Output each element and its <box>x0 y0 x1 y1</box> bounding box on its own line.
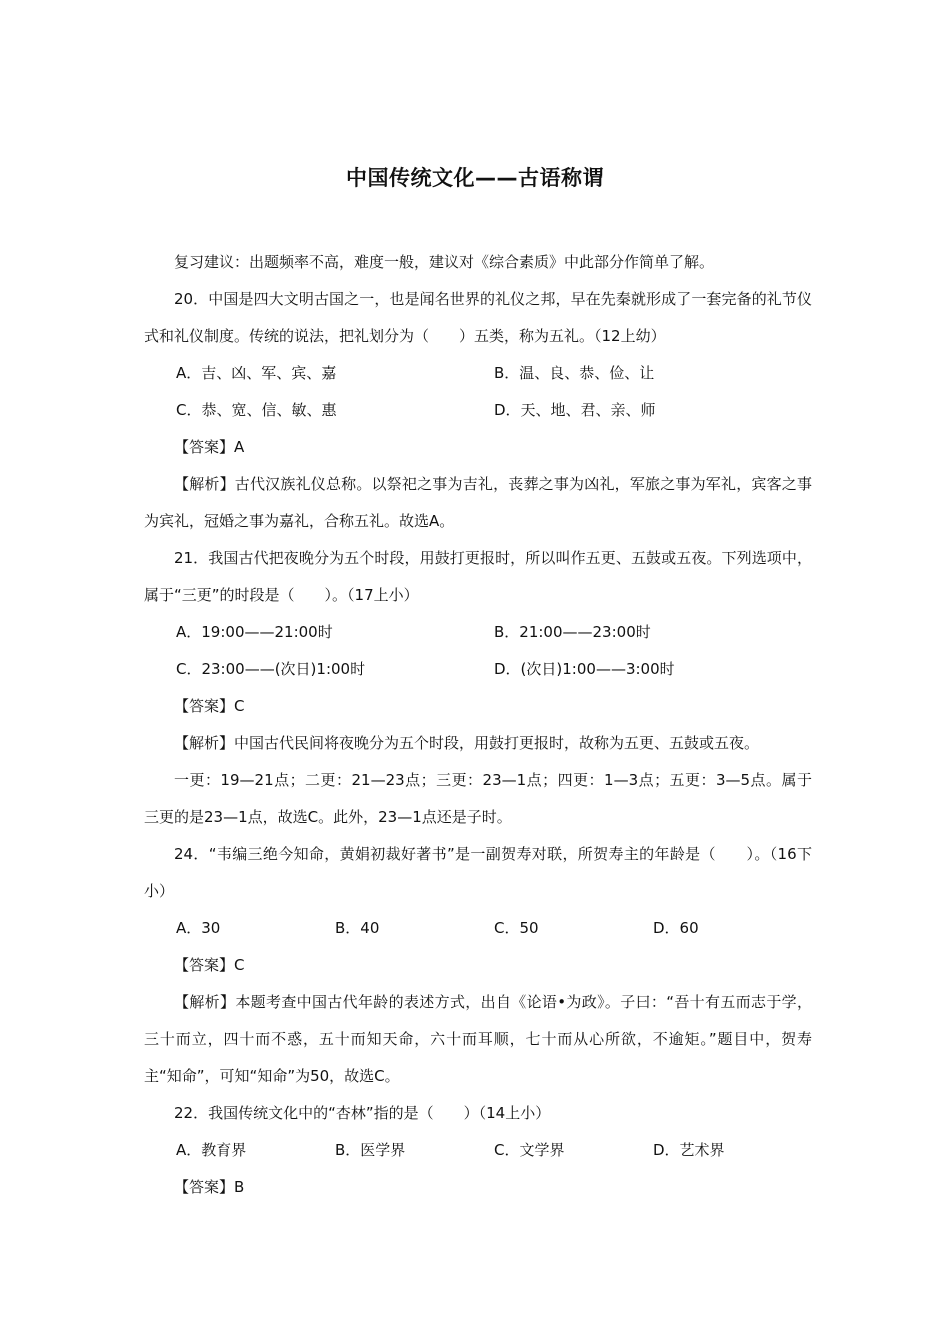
option-d: D．(次日)1:00——3:00时 <box>494 660 675 678</box>
option-b: B．医学界 <box>335 1141 406 1159</box>
review-advice: 复习建议：出题频率不高，难度一般，建议对《综合素质》中此部分作简单了解。 <box>174 253 715 271</box>
option-d: D．天、地、君、亲、师 <box>494 401 656 419</box>
option-row <box>144 651 812 688</box>
answer-value: C <box>234 697 245 715</box>
question-stem: 24．“韦编三绝今知命，黄娟初裁好著书”是一副贺寿对联，所贺寿主的年龄是（ ）。（16下小） <box>144 845 812 900</box>
analysis-paragraph <box>144 466 812 540</box>
answer-value: B <box>234 1178 245 1196</box>
analysis-paragraph <box>144 725 812 762</box>
option-b: B．21:00——23:00时 <box>494 623 651 641</box>
option-row <box>144 355 812 392</box>
analysis-text: 古代汉族礼仪总称。以祭祀之事为吉礼，丧葬之事为凶礼，军旅之事为军礼，宾客之事为宾礼，冠婚之事为嘉礼，合称五礼。故选A。 <box>144 475 812 530</box>
option-c: C．23:00——(次日)1:00时 <box>176 660 366 678</box>
answer-line <box>144 688 812 725</box>
analysis-text: 本题考查中国古代年龄的表述方式，出自《论语•为政》。子曰：“吾十有五而志于学，三十而立，四十而不惑，五十而知天命，六十而耳顺，七十而从心所欲，不逾矩。”题目中，贺寿主“知命”，可知“知命”为50，故选C。 <box>144 993 812 1085</box>
analysis-paragraph <box>144 984 812 1095</box>
option-a: A．30 <box>176 919 221 937</box>
option-b: B．40 <box>335 919 380 937</box>
option-c: C．50 <box>494 919 539 937</box>
question-stem: 22．我国传统文化中的“杏林”指的是（ ）（14上小） <box>174 1104 551 1122</box>
option-a: A．教育界 <box>176 1141 247 1159</box>
question-stem: 21．我国古代把夜晚分为五个时段，用鼓打更报时，所以叫作五更、五鼓或五夜。下列选项中，属于“三更”的时段是（ ）。（17上小） <box>144 549 812 604</box>
answer-label: 【答案】 <box>174 697 235 715</box>
answer-value: C <box>234 956 245 974</box>
option-c: C．恭、宽、信、敏、惠 <box>176 401 337 419</box>
option-a: A．19:00——21:00时 <box>176 623 333 641</box>
option-row <box>144 392 812 429</box>
question-stem: 20．中国是四大文明古国之一，也是闻名世界的礼仪之邦，早在先秦就形成了一套完备的礼节仪式和礼仪制度。传统的说法，把礼划分为（ ）五类，称为五礼。（12上幼） <box>144 290 812 345</box>
option-c: C．文学界 <box>494 1141 565 1159</box>
analysis-text: 中国古代民间将夜晚分为五个时段，用鼓打更报时，故称为五更、五鼓或五夜。 <box>234 734 760 752</box>
answer-label: 【答案】 <box>174 438 235 456</box>
analysis-label: 【解析】 <box>174 993 236 1011</box>
answer-line <box>144 429 812 466</box>
answer-label: 【答案】 <box>174 1178 235 1196</box>
analysis-label: 【解析】 <box>174 734 235 752</box>
answer-value: A <box>234 438 245 456</box>
answer-line <box>144 947 812 984</box>
option-d: D．60 <box>653 919 699 937</box>
document-body <box>144 244 812 1206</box>
answer-label: 【答案】 <box>174 956 235 974</box>
option-row <box>144 1132 812 1169</box>
option-d: D．艺术界 <box>653 1141 725 1159</box>
page-title: 中国传统文化——古语称谓 <box>346 166 604 190</box>
option-row <box>144 614 812 651</box>
option-a: A．吉、凶、军、宾、嘉 <box>176 364 337 382</box>
option-b: B．温、良、恭、俭、让 <box>494 364 655 382</box>
analysis-continuation: 一更：19—21点；二更：21—23点；三更：23—1点；四更：1—3点；五更：3—5点。属于三更的是23—1点，故选C。此外，23—1点还是子时。 <box>144 771 812 826</box>
answer-line <box>144 1169 812 1206</box>
analysis-label: 【解析】 <box>174 475 235 493</box>
option-row <box>144 910 812 947</box>
